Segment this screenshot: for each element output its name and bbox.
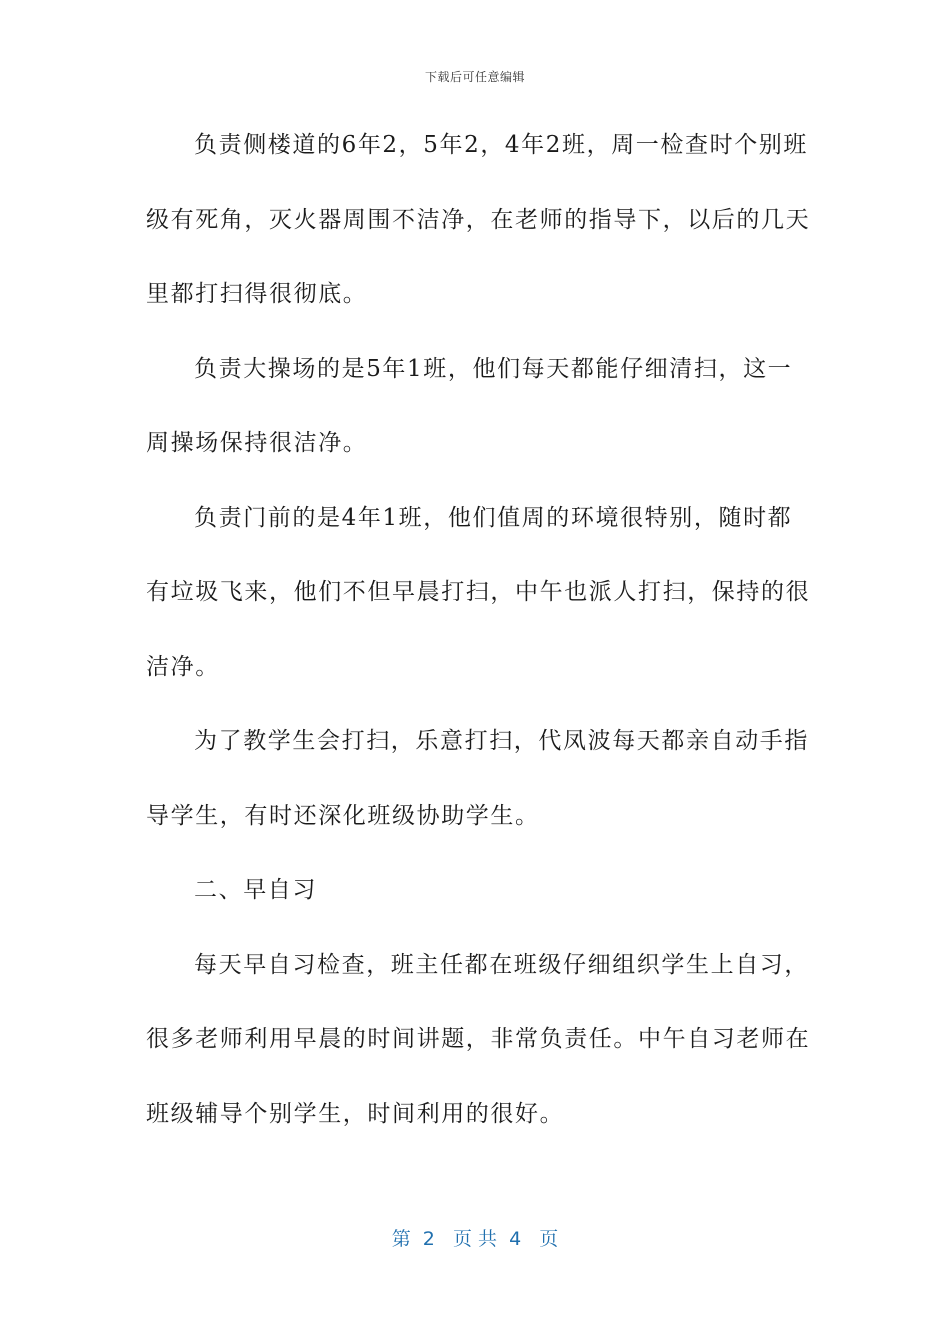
- paragraph-line: 有垃圾飞来，他们不但早晨打扫，中午也派人打扫，保持的很: [146, 579, 811, 605]
- paragraph-line: 负责门前的是4年1班，他们值周的环境很特别，随时都: [194, 504, 793, 531]
- paragraph-line: 里都打扫得很彻底。: [146, 281, 368, 307]
- paragraph-line: 每天早自习检查，班主任都在班级仔细组织学生上自习，: [194, 951, 809, 978]
- paragraph-line: 导学生，有时还深化班级协助学生。: [146, 802, 540, 829]
- document-body: [146, 120, 811, 1163]
- paragraph-line: 级有死角，灭火器周围不洁净，在老师的指导下，以后的几天: [146, 206, 811, 233]
- paragraph-line: 洁净。: [146, 653, 220, 680]
- page-header: 下载后可任意编辑: [424, 70, 525, 84]
- paragraph-line: 周操场保持很洁净。: [146, 430, 368, 456]
- paragraph-line: 负责侧楼道的6年2，5年2，4年2班，周一检查时个别班: [194, 132, 808, 158]
- paragraph-line: 负责大操场的是5年1班，他们每天都能仔细清扫，这一: [194, 355, 793, 382]
- paragraph-line: 很多老师利用早晨的时间讲题，非常负责任。中午自习老师在: [146, 1026, 811, 1052]
- paragraph-line: 为了教学生会打扫，乐意打扫，代凤波每天都亲自动手指: [194, 728, 809, 754]
- page-number-footer: 第 2 页 共 4 页: [391, 1228, 559, 1250]
- paragraph-line: 班级辅导个别学生，时间利用的很好。: [146, 1100, 565, 1127]
- section-heading: 二、早自习: [194, 877, 317, 903]
